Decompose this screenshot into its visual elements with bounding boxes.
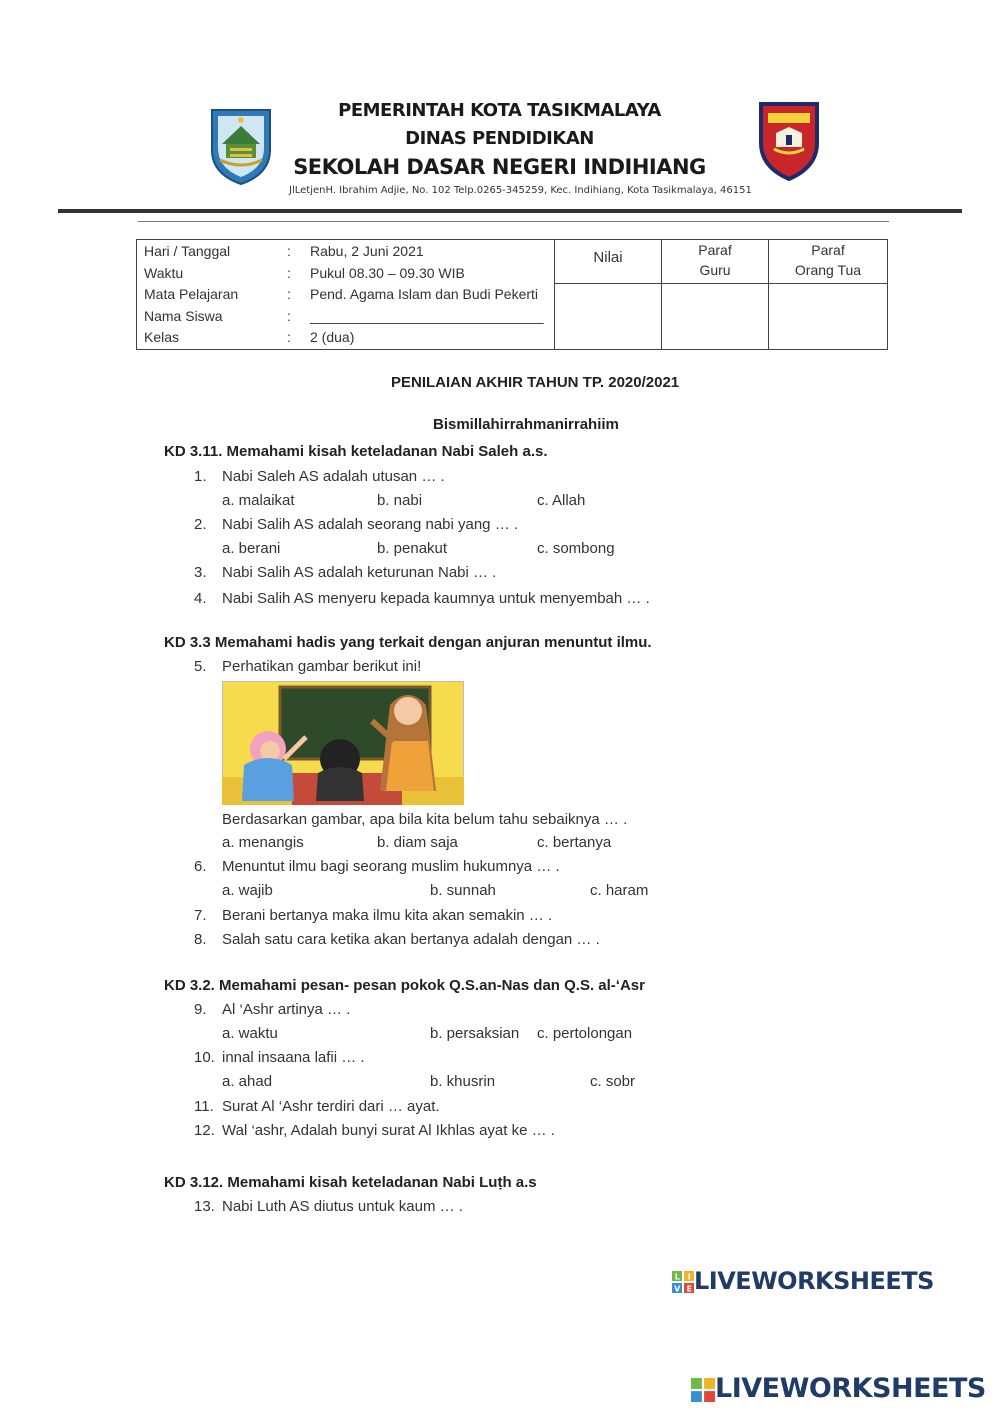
q10-option-c[interactable]: c. sobr	[590, 1073, 636, 1090]
paraf-guru-header: Paraf Guru	[662, 240, 769, 284]
question-2: 2. Nabi Salih AS adalah seorang nabi yang … .	[194, 516, 519, 533]
q9-option-b[interactable]: b. persaksian	[430, 1025, 520, 1042]
section-kd-3-3: KD 3.3 Memahami hadis yang terkait dengan anjuran menuntut ilmu.	[164, 634, 652, 651]
header-school-name: SEKOLAH DASAR NEGERI INDIHIANG	[293, 155, 706, 179]
liveworksheets-logo-icon	[672, 1271, 694, 1293]
question-4: 4. Nabi Salih AS menyeru kepada kaumnya untuk menyembah … .	[194, 590, 650, 607]
question-9: 9. Al ‘Ashr artinya … .	[194, 1001, 351, 1018]
question-6: 6. Menuntut ilmu bagi seorang muslim hukumnya … .	[194, 858, 560, 875]
info-row-hari: Hari / Tanggal : Rabu, 2 Juni 2021	[144, 243, 424, 259]
exam-title: PENILAIAN AKHIR TAHUN TP. 2020/2021	[391, 374, 680, 391]
header-line2: DINAS PENDIDIKAN	[405, 128, 594, 149]
info-cell	[137, 240, 555, 350]
q10-option-b[interactable]: b. khusrin	[430, 1073, 496, 1090]
q1-option-a[interactable]: a. malaikat	[222, 492, 295, 509]
header-address: JlLetjenH. Ibrahim Adjie, No. 102 Telp.0265-345259, Kec. Indihiang, Kota Tasikmalaya, 46151	[289, 185, 752, 196]
q10-option-a[interactable]: a. ahad	[222, 1073, 273, 1090]
header-divider-thin	[138, 221, 889, 222]
q2-option-b[interactable]: b. penakut	[377, 540, 448, 557]
q6-option-b[interactable]: b. sunnah	[430, 882, 496, 899]
question-11: 11. Surat Al ‘Ashr terdiri dari … ayat.	[194, 1098, 440, 1115]
q9-option-a[interactable]: a. waktu	[222, 1025, 278, 1042]
nama-siswa-field[interactable]: ______________________________	[310, 307, 544, 324]
bismillah-heading: Bismillahirrahmanirrahiim	[433, 416, 619, 433]
q5-option-b[interactable]: b. diam saja	[377, 834, 458, 851]
paraf-ortu-box[interactable]	[769, 284, 888, 350]
svg-text:E: E	[686, 1284, 692, 1293]
section-kd-3-11: KD 3.11. Memahami kisah keteladanan Nabi Saleh a.s.	[164, 443, 548, 460]
info-row-nama[interactable]: Nama Siswa : ______________________________	[144, 307, 544, 324]
info-row-kelas: Kelas : 2 (dua)	[144, 329, 355, 345]
question-7: 7. Berani bertanya maka ilmu kita akan semakin … .	[194, 907, 553, 924]
paraf-ortu-header: Paraf Orang Tua	[769, 240, 888, 284]
liveworksheets-watermark-footer: LIVEWORKSHEETS	[691, 1373, 986, 1404]
nilai-header: Nilai	[555, 240, 662, 284]
q2-option-a[interactable]: a. berani	[222, 540, 281, 557]
question-5: 5. Perhatikan gambar berikut ini!	[194, 658, 422, 675]
info-row-waktu: Waktu : Pukul 08.30 – 09.30 WIB	[144, 264, 465, 281]
question-3: 3. Nabi Salih AS adalah keturunan Nabi … .	[194, 564, 497, 581]
section-kd-3-2: KD 3.2. Memahami pesan- pesan pokok Q.S.an-Nas dan Q.S. al-‘Asr	[164, 977, 645, 994]
q2-option-c[interactable]: c. sombong	[537, 540, 615, 557]
header-line1: PEMERINTAH KOTA TASIKMALAYA	[338, 100, 661, 121]
question-10: 10. innal insaana lafii … .	[194, 1049, 365, 1066]
svg-text:L: L	[674, 1272, 680, 1282]
q6-option-a[interactable]: a. wajib	[222, 882, 273, 899]
liveworksheets-watermark: L I V E LIVEWORKSHEETS	[672, 1267, 934, 1295]
q5-option-a[interactable]: a. menangis	[222, 834, 304, 851]
info-row-mapel: Mata Pelajaran : Pend. Agama Islam dan Budi Pekerti	[144, 286, 539, 302]
section-kd-3-12: KD 3.12. Memahami kisah keteladanan Nabi Luṭh a.s	[164, 1174, 537, 1191]
question-12: 12. Wal ‘ashr, Adalah bunyi surat Al Ikhlas ayat ke … .	[194, 1122, 555, 1139]
nilai-box[interactable]	[555, 284, 662, 350]
header-divider-thick	[58, 209, 962, 213]
liveworksheets-logo-icon	[691, 1378, 715, 1402]
q6-option-c[interactable]: c. haram	[590, 882, 649, 899]
student-info-table	[136, 239, 888, 350]
paraf-guru-box[interactable]	[662, 284, 769, 350]
question-1: 1. Nabi Saleh AS adalah utusan … .	[194, 468, 445, 485]
q1-option-b[interactable]: b. nabi	[377, 492, 423, 509]
q1-option-c[interactable]: c. Allah	[537, 492, 586, 509]
svg-text:V: V	[674, 1284, 680, 1293]
q9-option-c[interactable]: c. pertolongan	[537, 1025, 633, 1042]
q5-prompt: Berdasarkan gambar, apa bila kita belum tahu sebaiknya … .	[222, 811, 628, 828]
q5-option-c[interactable]: c. bertanya	[537, 834, 612, 851]
classroom-illustration	[222, 681, 464, 805]
question-8: 8. Salah satu cara ketika akan bertanya adalah dengan … .	[194, 931, 600, 948]
question-13: 13. Nabi Luth AS diutus untuk kaum … .	[194, 1198, 463, 1215]
svg-text:I: I	[687, 1272, 691, 1282]
